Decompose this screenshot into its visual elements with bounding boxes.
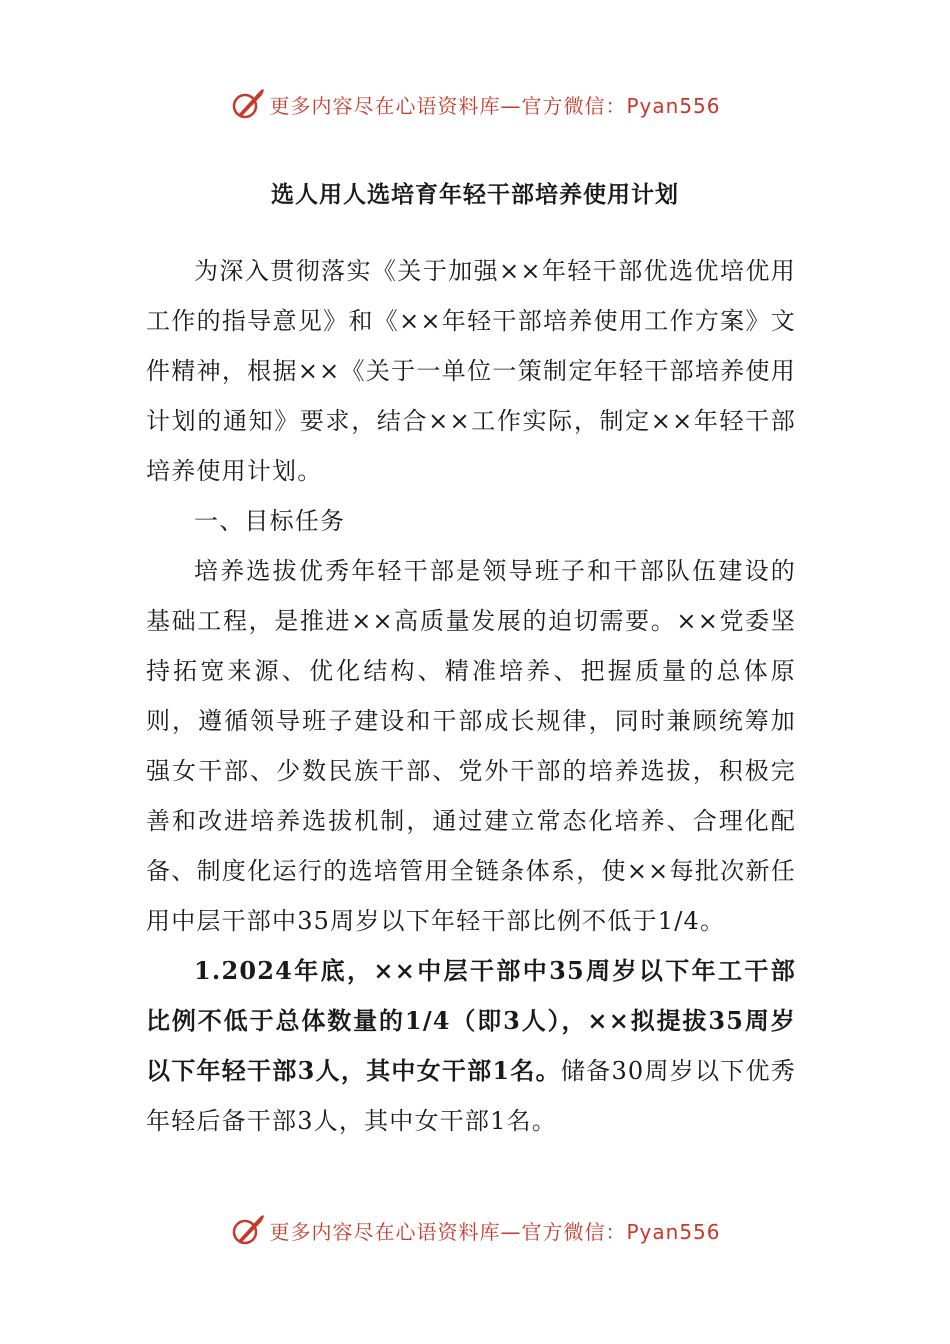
watermark-wechat-id: Pyan556 xyxy=(626,1219,721,1244)
watermark-text xyxy=(269,1216,720,1245)
section-paragraph: 培养选拔优秀年轻干部是领导班子和干部队伍建设的基础工程，是推进××高质量发展的迫切需要。××党委坚持拓宽来源、优化结构、精准培养、把握质量的总体原则，遵循领导班子建设和干部成长规律，同时兼顾统筹加强女干部、少数民族干部、党外干部的培养选拔，积极完善和改进培养选拔机制，通过建立常态化培养、合理化配备、制度化运行的选培管用全链条体系，使××每批次新任用中层干部中35周岁以下年轻干部比例不低于1/4。 xyxy=(146,557,796,935)
target-item-paragraph xyxy=(146,946,796,1146)
watermark-header xyxy=(0,84,950,124)
watermark-wechat-id: Pyan556 xyxy=(626,93,721,118)
document-title: 选人用人选培育年轻干部培养使用计划 xyxy=(271,182,679,208)
watermark-label: 更多内容尽在心语资料库—官方微信： xyxy=(269,93,627,118)
watermark-footer xyxy=(0,1210,950,1250)
quill-pen-logo-icon xyxy=(229,1212,265,1248)
watermark-text xyxy=(269,90,720,119)
intro-paragraph: 为深入贯彻落实《关于加强××年轻干部优选优培优用工作的指导意见》和《××年轻干部培养使用工作方案》文件精神，根据××《关于一单位一策制定年轻干部培养使用计划的通知》要求，结合××工作实际，制定××年轻干部培养使用计划。 xyxy=(146,257,796,485)
watermark-label: 更多内容尽在心语资料库—官方微信： xyxy=(269,1219,627,1244)
section-heading: 一、目标任务 xyxy=(194,507,346,535)
target-item-bold-text: 1.2024年底，××中层干部中35周岁以下年工干部比例不低于总体数量的1/4（即3人），××拟提拔35周岁以下年轻干部3人，其中女干部1名。 xyxy=(146,956,796,1085)
quill-pen-logo-icon xyxy=(229,86,265,122)
document-body xyxy=(146,246,796,1146)
target-item-normal-text: 储备30周岁以下优秀年轻后备干部3人，其中女干部1名。 xyxy=(146,1057,796,1135)
